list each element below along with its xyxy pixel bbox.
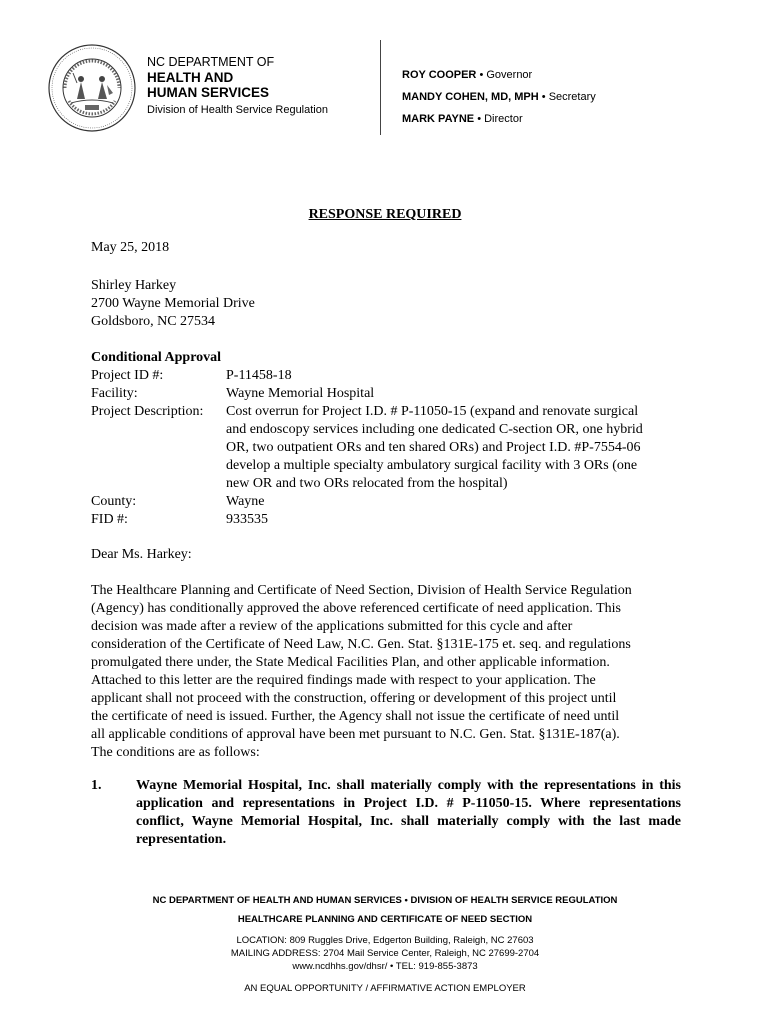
letter-date: May 25, 2018	[91, 240, 170, 255]
footer-mailing: MAILING ADDRESS: 2704 Mail Service Center, Raleigh, NC 27699-2704	[230, 948, 540, 959]
body-paragraph: The Healthcare Planning and Certificate of Need Section, Division of Health Service Regulation (Agency) has conditionally approved the above referenced certificate of need application. This decision was made after a review of the applications submitted for this cycle and after consideration of the Certificate of Need Law, N.C. Gen. Stat. §131E-175 et. seq. and regulations promulgated there under, the State Medical Facilities Plan, and other applicable information. Attached to this letter are the required findings made with respect to your application. The applicant shall not proceed with the construction, offering or development of this project until the certificate of need is issued. Further, the Agency shall not issue the certificate of need until all applicable conditions of approval have been met pursuant to N.C. Gen. Stat. §131E-187(a). The conditions are as follows:	[91, 583, 632, 760]
footer-contact	[0, 934, 770, 973]
footer-eoe: AN EQUAL OPPORTUNITY / AFFIRMATIVE ACTION EMPLOYER	[244, 983, 526, 994]
fid-row	[91, 511, 681, 529]
recipient-name: Shirley Harkey	[91, 278, 177, 293]
state-seal-logo	[47, 43, 137, 133]
facility-row	[91, 385, 681, 403]
condition-text: Wayne Memorial Hospital, Inc. shall materially comply with the representations in this application and representations in Project I.D. # P-11050-15. Where representations conflict, Wayne Memorial Hospital, Inc. shall materially comply with the last made representation.	[136, 778, 681, 847]
header-divider	[380, 40, 381, 135]
county-label: County:	[91, 494, 137, 509]
footer-department: NC DEPARTMENT OF HEALTH AND HUMAN SERVICES • DIVISION OF HEALTH SERVICE REGULATION	[152, 895, 618, 906]
recipient-city: Goldsboro, NC 27534	[91, 314, 216, 329]
footer-location: LOCATION: 809 Ruggles Drive, Edgerton Building, Raleigh, NC 27603	[236, 935, 534, 946]
officials-list	[402, 64, 596, 130]
dept-line-2: HEALTH AND	[147, 70, 234, 85]
approval-table	[91, 367, 681, 529]
official-governor: ROY COOPER • Governor	[402, 69, 533, 81]
facility-label: Facility:	[91, 386, 138, 401]
county-value: Wayne	[226, 494, 265, 509]
approval-details	[91, 349, 681, 529]
official-director: MARK PAYNE • Director	[402, 113, 523, 125]
project-id-label: Project ID #:	[91, 368, 164, 383]
response-required-title: RESPONSE REQUIRED	[308, 207, 462, 222]
county-row	[91, 493, 681, 511]
dept-line-3: HUMAN SERVICES	[147, 85, 270, 100]
fid-label: FID #:	[91, 512, 128, 527]
project-id-row	[91, 367, 681, 385]
division-name: Division of Health Service Regulation	[147, 104, 328, 116]
fid-value: 933535	[226, 512, 268, 527]
recipient-address	[91, 277, 255, 331]
condition-item-1	[91, 777, 681, 849]
salutation: Dear Ms. Harkey:	[91, 547, 192, 562]
official-secretary: MANDY COHEN, MD, MPH • Secretary	[402, 91, 596, 103]
description-value: Cost overrun for Project I.D. # P-11050-15 (expand and renovate surgical and endoscopy services including one dedicated C-section OR, one hybrid OR, two outpatient ORs and ten shared ORs) and Project I.D. #P-7554-06 develop a multiple specialty ambulatory surgical facility with 3 ORs (one new OR and two ORs relocated from the hospital)	[226, 404, 643, 491]
facility-value: Wayne Memorial Hospital	[226, 386, 375, 401]
recipient-street: 2700 Wayne Memorial Drive	[91, 296, 255, 311]
condition-number: 1.	[91, 778, 102, 793]
project-id-value: P-11458-18	[226, 368, 292, 383]
footer-section: HEALTHCARE PLANNING AND CERTIFICATE OF NEED SECTION	[237, 914, 533, 925]
approval-heading: Conditional Approval	[91, 350, 222, 365]
department-block	[147, 55, 328, 118]
dept-line-1: NC DEPARTMENT OF	[147, 55, 275, 69]
description-row	[91, 403, 681, 493]
description-label: Project Description:	[91, 404, 204, 419]
footer-web-tel: www.ncdhhs.gov/dhsr/ • TEL: 919-855-3873	[292, 961, 478, 972]
